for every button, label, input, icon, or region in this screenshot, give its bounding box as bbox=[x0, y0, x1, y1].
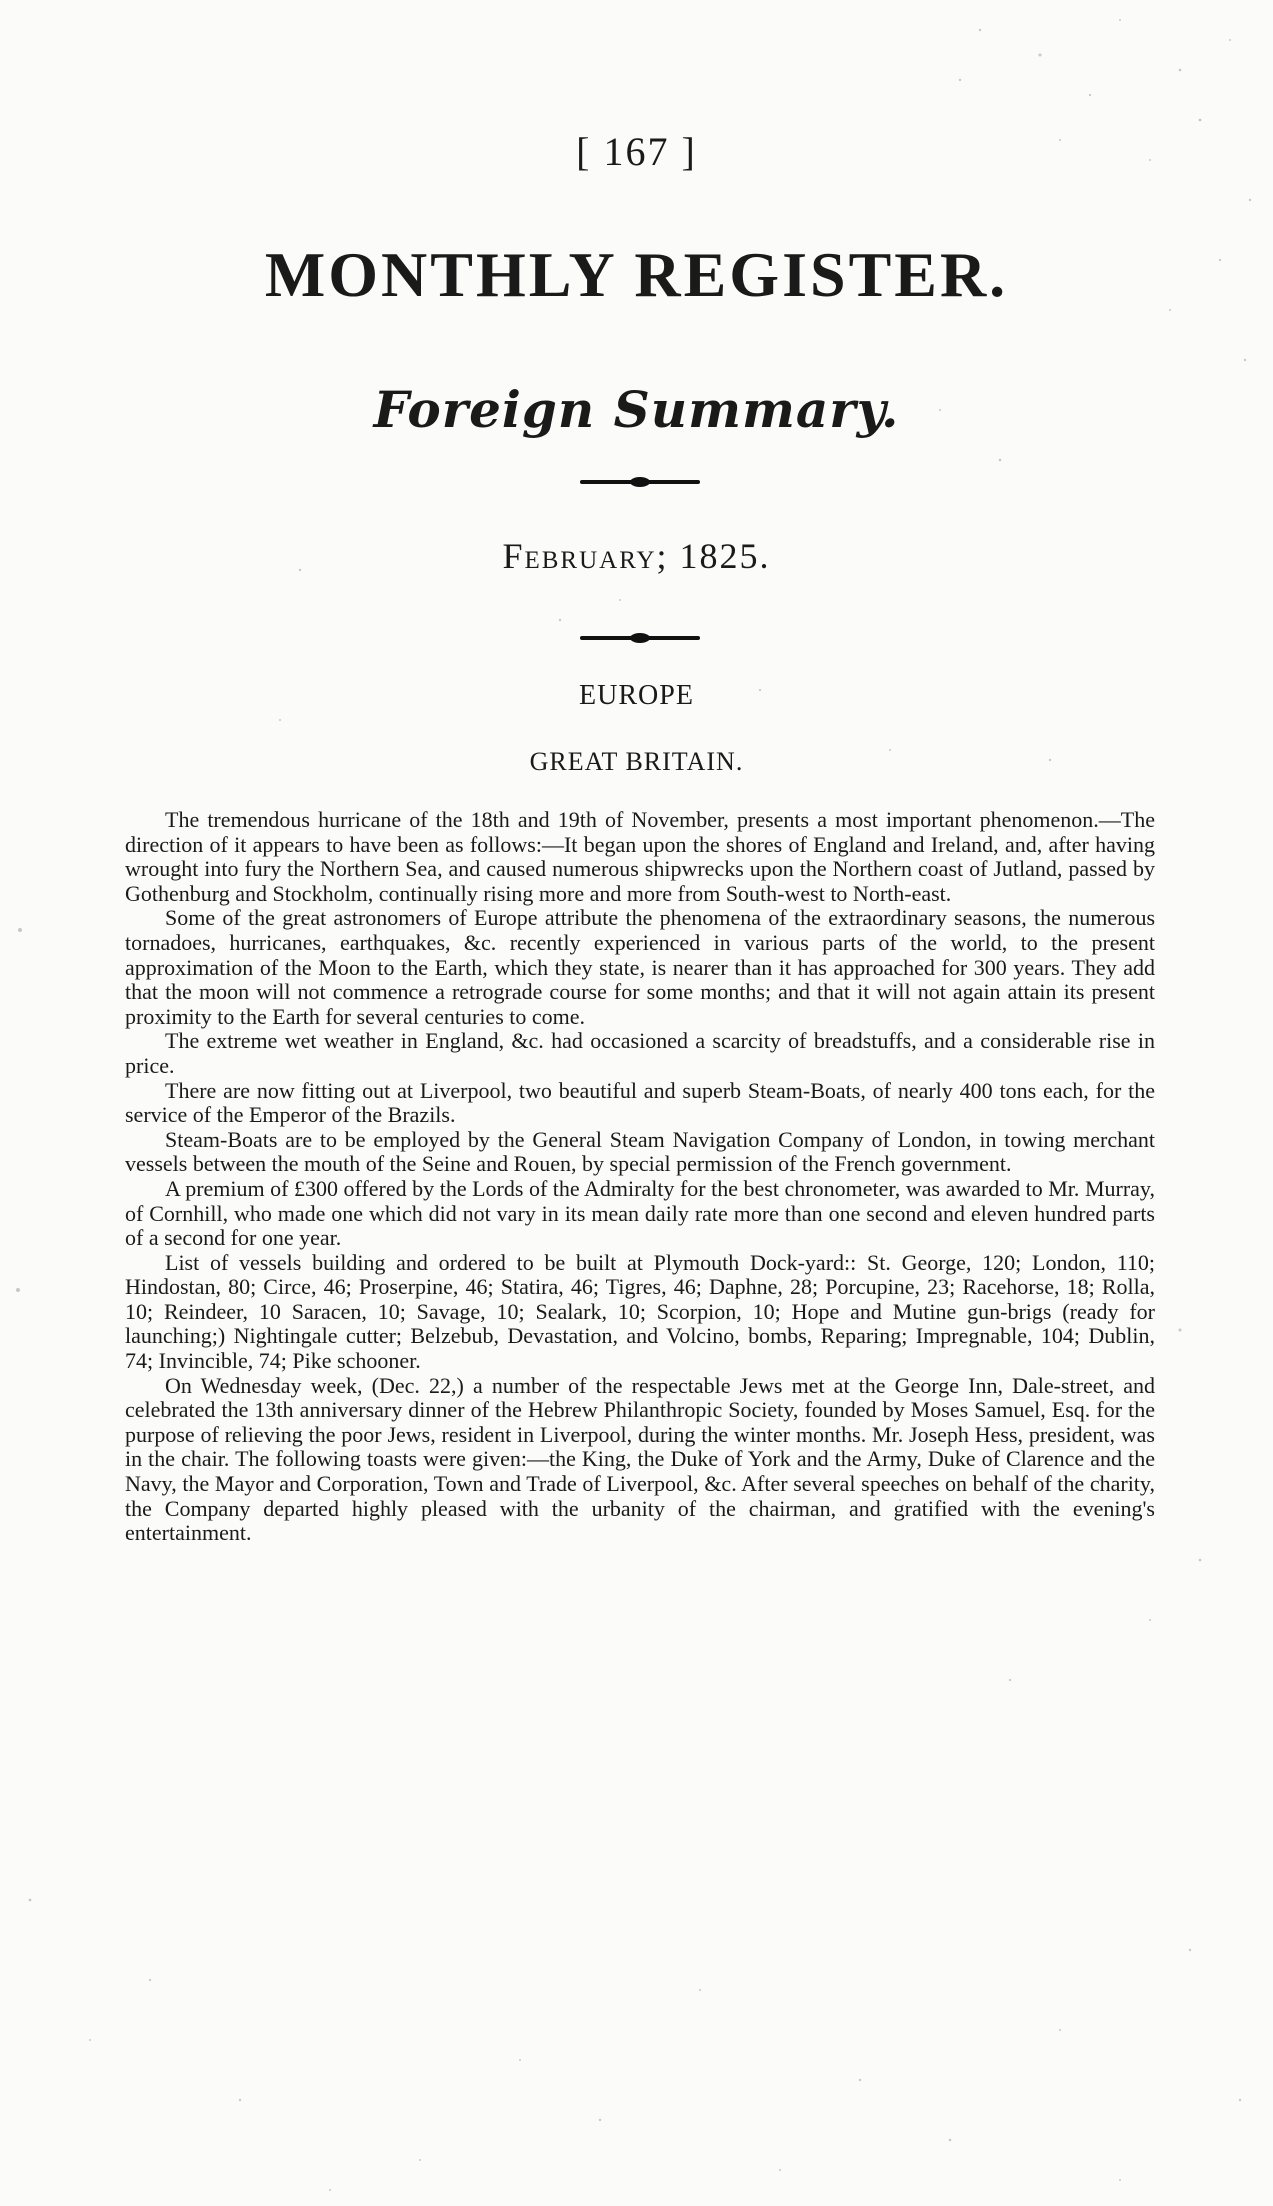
paragraph-hebrew-society: On Wednesday week, (Dec. 22,) a number of the respectable Jews met at the George Inn, Dale-street, and celebrated the 13th anniversary dinner of the Hebrew Philanthropic Society, founded by Moses Samuel, Esq. for the purpose of relieving the poor Jews, resident in Liverpool, during the winter months. Mr. Joseph Hess, president, was in the chair. The following toasts were given:—the King, the Duke of York and the Army, Duke of Clarence and the Navy, the Mayor and Corporation, Town and Trade of Liverpool, &c. After several speeches on behalf of the charity, the Company departed highly pleased with the urbanity of the chairman, and gratified with the evening's entertainment. bbox=[125, 1372, 1155, 1546]
rule-ornament bbox=[630, 477, 650, 487]
paragraph-steam-boats-liverpool: There are now fitting out at Liverpool, two beautiful and superb Steam-Boats, of nearly 400 tons each, for the service of the Emperor of the Brazils. bbox=[125, 1077, 1155, 1128]
region-heading: EUROPE bbox=[579, 680, 694, 711]
article-body bbox=[125, 808, 1155, 1546]
page-title: MONTHLY REGISTER. bbox=[264, 239, 1009, 310]
rule-ornament bbox=[630, 633, 650, 643]
paragraph-chronometer: A premium of £300 offered by the Lords of the Admiralty for the best chronometer, was awarded to Mr. Murray, of Cornhill, who made one which did not vary in its mean daily rate more than one second and eleven hundred parts of a second for one year. bbox=[125, 1175, 1155, 1251]
paragraph-hurricane: The tremendous hurricane of the 18th and 19th of November, presents a most important phenomenon.—The direction of it appears to have been as follows:—It began upon the shores of England and Ireland, and, after having wrought into fury the Northern Sea, and caused numerous shipwrecks upon the Northern coast of Jutland, passed by Gothenburg and Stockholm, continually rising more and more from South-west to North-east. bbox=[125, 807, 1155, 906]
page-number: [ 167 ] bbox=[576, 129, 697, 174]
issue-date: February; 1825. bbox=[502, 536, 771, 576]
paragraph-vessels-list: List of vessels building and ordered to be built at Plymouth Dock-yard:: St. George, 120; London, 110; Hindostan, 80; Circe, 46; Proserpine, 46; Statira, 46; Tigres, 46; Daphne, 28; Porcupine, 23; Racehorse, 18; Rolla, 10; Reindeer, 10 Saracen, 10; Savage, 10; Sealark, 10; Scorpion, 10; Hope and Mutine gun-brigs (ready for launching;) Nightingale cutter; Belzebub, Devastation, and Volcino, bombs, Reparing; Impregnable, 104; Dublin, 74; Invincible, 74; Pike schooner. bbox=[125, 1249, 1155, 1374]
paragraph-wet-weather: The extreme wet weather in England, &c. had occasioned a scarcity of breadstuffs, and a considerable rise in price. bbox=[125, 1028, 1155, 1078]
country-heading: GREAT BRITAIN. bbox=[529, 747, 744, 776]
paragraph-astronomers: Some of the great astronomers of Europe attribute the phenomena of the extraordinary seasons, the numerous tornadoes, hurricanes, earthquakes, &c. recently experienced in various parts of the world, to the present approximation of the Moon to the Earth, which they state, is nearer than it has approached for 300 years. They add that the moon will not commence a retrograde course for some months; and that it will not again attain its present proximity to the Earth for several centuries to come. bbox=[125, 905, 1155, 1029]
ornamental-rule bbox=[580, 480, 700, 484]
section-heading: Foreign Summary. bbox=[373, 380, 900, 439]
paragraph-steam-navigation: Steam-Boats are to be employed by the General Steam Navigation Company of London, in towing merchant vessels between the mouth of the Seine and Rouen, by special permission of the French government. bbox=[125, 1126, 1155, 1177]
ornamental-rule bbox=[580, 636, 700, 640]
